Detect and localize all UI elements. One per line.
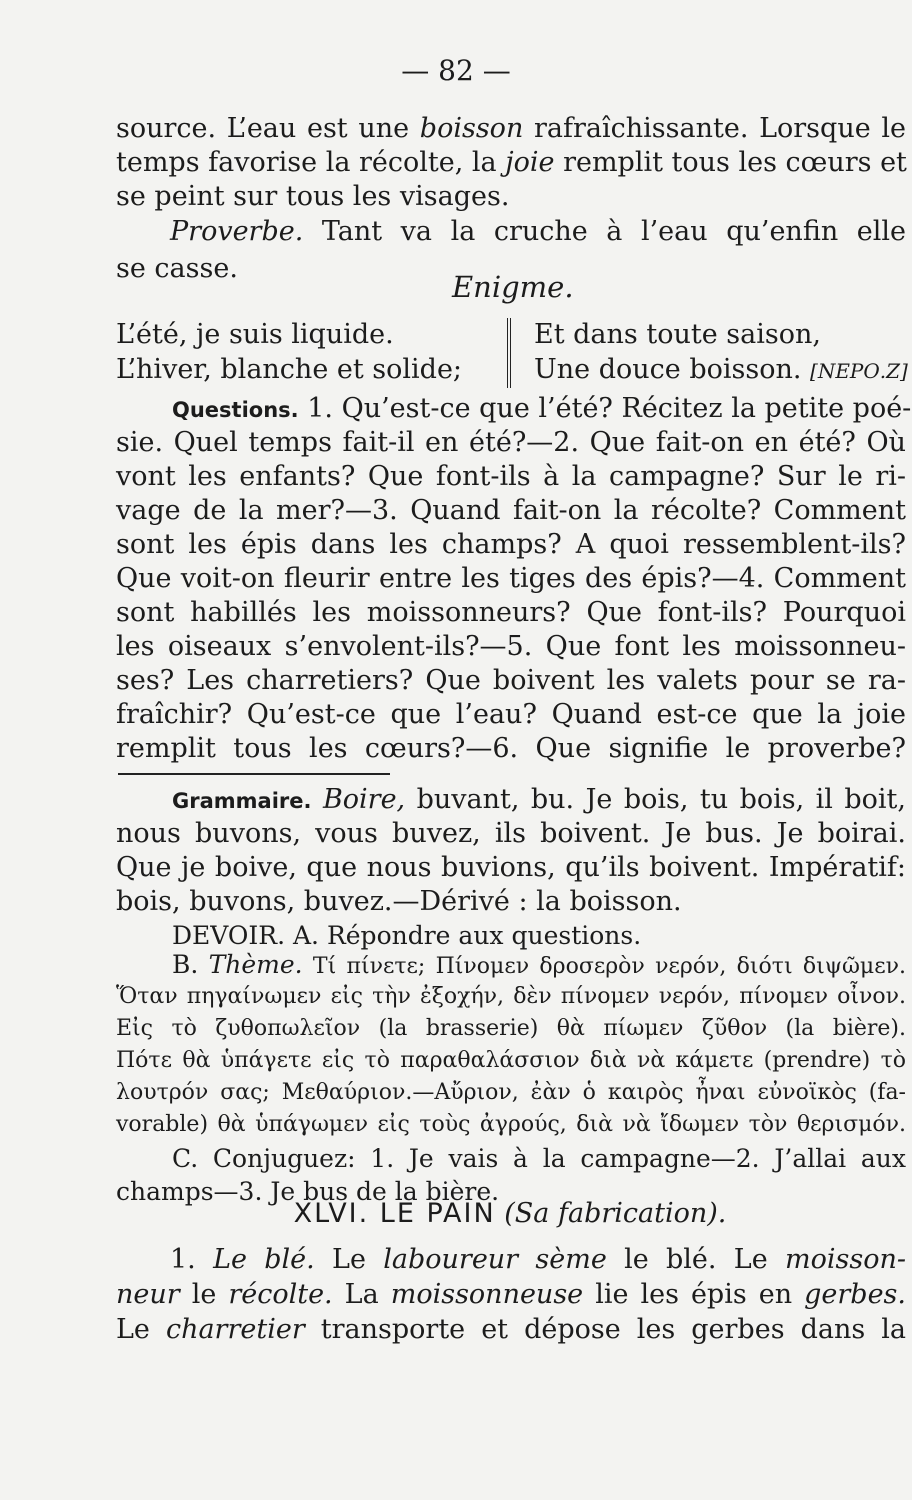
text-line: source. L’eau est une boisson rafraîchissante. Lorsque le	[116, 113, 906, 144]
questions-line: vont les enfants? Que font-ils à la campagne? Sur le ri-	[116, 461, 906, 492]
section-rule	[118, 773, 390, 775]
devoir-b-line: λουτρόν σας; Μεθαύριον.—Αὔριον, ἐὰν ὁ καιρὸς ἦναι εὐνοϊκὸς (fa-	[116, 1080, 906, 1105]
devoir-b-line: B. Thème. Τί πίνετε; Πίνομεν δροσερὸν νερόν, διότι διψῶμεν.	[172, 950, 906, 979]
le-ble-line: 1. Le blé. Le laboureur sème le blé. Le moisson-	[170, 1244, 906, 1275]
proverbe-label: Proverbe.	[170, 216, 304, 247]
questions-line: sont les épis dans les champs? A quoi ressemblent-ils?	[116, 529, 906, 560]
le-ble-line: neur le récolte. La moissonneuse lie les épis en gerbes.	[116, 1279, 906, 1310]
questions-line: remplit tous les cœurs?—6. Que signifie le proverbe?	[116, 733, 906, 764]
enigme-title: Enigme.	[452, 270, 574, 304]
questions-line: Questions. 1. Qu’est-ce que l’été? Récitez la petite poé-	[172, 393, 912, 424]
questions-line: vage de la mer?—3. Quand fait-on la récolte? Comment	[116, 495, 906, 526]
page-number: — 82 —	[401, 54, 511, 87]
questions-line: ses? Les charretiers? Que boivent les valets pour se ra-	[116, 665, 906, 696]
chapter-title: XLVI. LE PAIN (Sa fabrication).	[293, 1198, 727, 1229]
questions-label: Questions.	[172, 398, 299, 422]
grammaire-line: bois, buvons, buvez.—Dérivé : la boisson.	[116, 886, 682, 917]
questions-line: sont habillés les moissonneurs? Que font-ils? Pourquoi	[116, 597, 906, 628]
devoir-b-line: Ὅταν πηγαίνωμεν εἰς τὴν ἐξοχήν, δὲν πίνομεν νερόν, πίνομεν οἶνον.	[116, 984, 906, 1009]
text-line: temps favorise la récolte, la joie remplit tous les cœurs et	[116, 147, 907, 178]
questions-line: fraîchir? Qu’est-ce que l’eau? Quand est-ce que la joie	[116, 699, 906, 730]
devoir-b-line: Εἰς τὸ ζυθοπωλεῖον (la brasserie) θὰ πίωμεν ζῦθον (la bière).	[116, 1016, 906, 1041]
proverbe-line: se casse.	[116, 253, 238, 284]
enigme-answer: [ΝΕΡΟ.Ζ]	[810, 359, 908, 383]
text-line: se peint sur tous les visages.	[116, 181, 510, 212]
grammaire-label: Grammaire.	[172, 789, 312, 813]
poem-line: L’hiver, blanche et solide;	[116, 354, 463, 385]
devoir-a: DEVOIR. A. Répondre aux questions.	[172, 921, 642, 950]
devoir-b-line: Πότε θὰ ὑπάγετε εἰς τὸ παραθαλάσσιον διὰ νὰ κάμετε (prendre) τὸ	[116, 1048, 906, 1073]
questions-line: Que voit-on fleurir entre les tiges des épis?—4. Comment	[116, 563, 906, 594]
grammaire-line: Que je boive, que nous buvions, qu’ils boivent. Impératif:	[116, 852, 906, 883]
poem-line: Et dans toute saison,	[534, 319, 821, 350]
poem-divider	[507, 318, 511, 388]
questions-line: sie. Quel temps fait-il en été?—2. Que fait-on en été? Où	[116, 427, 906, 458]
devoir-c-line: C. Conjuguez: 1. Je vais à la campagne—2. J’allai aux	[172, 1144, 906, 1173]
grammaire-line: Grammaire. Boire, buvant, bu. Je bois, tu bois, il boit,	[172, 784, 906, 815]
devoir-b-line: vorable) θὰ ὑπάγωμεν εἰς τοὺς ἀγρούς, διὰ νὰ ἴδωμεν τὸν θερισμόν.	[116, 1112, 906, 1137]
le-ble-line: Le charretier transporte et dépose les gerbes dans la	[116, 1314, 906, 1345]
poem-line: L’été, je suis liquide.	[116, 319, 394, 350]
grammaire-line: nous buvons, vous buvez, ils boivent. Je bus. Je boirai.	[116, 818, 906, 849]
proverbe-line: Proverbe. Tant va la cruche à l’eau qu’enfin elle	[170, 216, 906, 247]
poem-line: Une douce boisson. [ΝΕΡΟ.Ζ]	[534, 354, 908, 385]
devoir-c-line: champs—3. Je bus de la bière.	[116, 1177, 500, 1206]
questions-line: les oiseaux s’envolent-ils?—5. Que font les moissonneu-	[116, 631, 906, 662]
